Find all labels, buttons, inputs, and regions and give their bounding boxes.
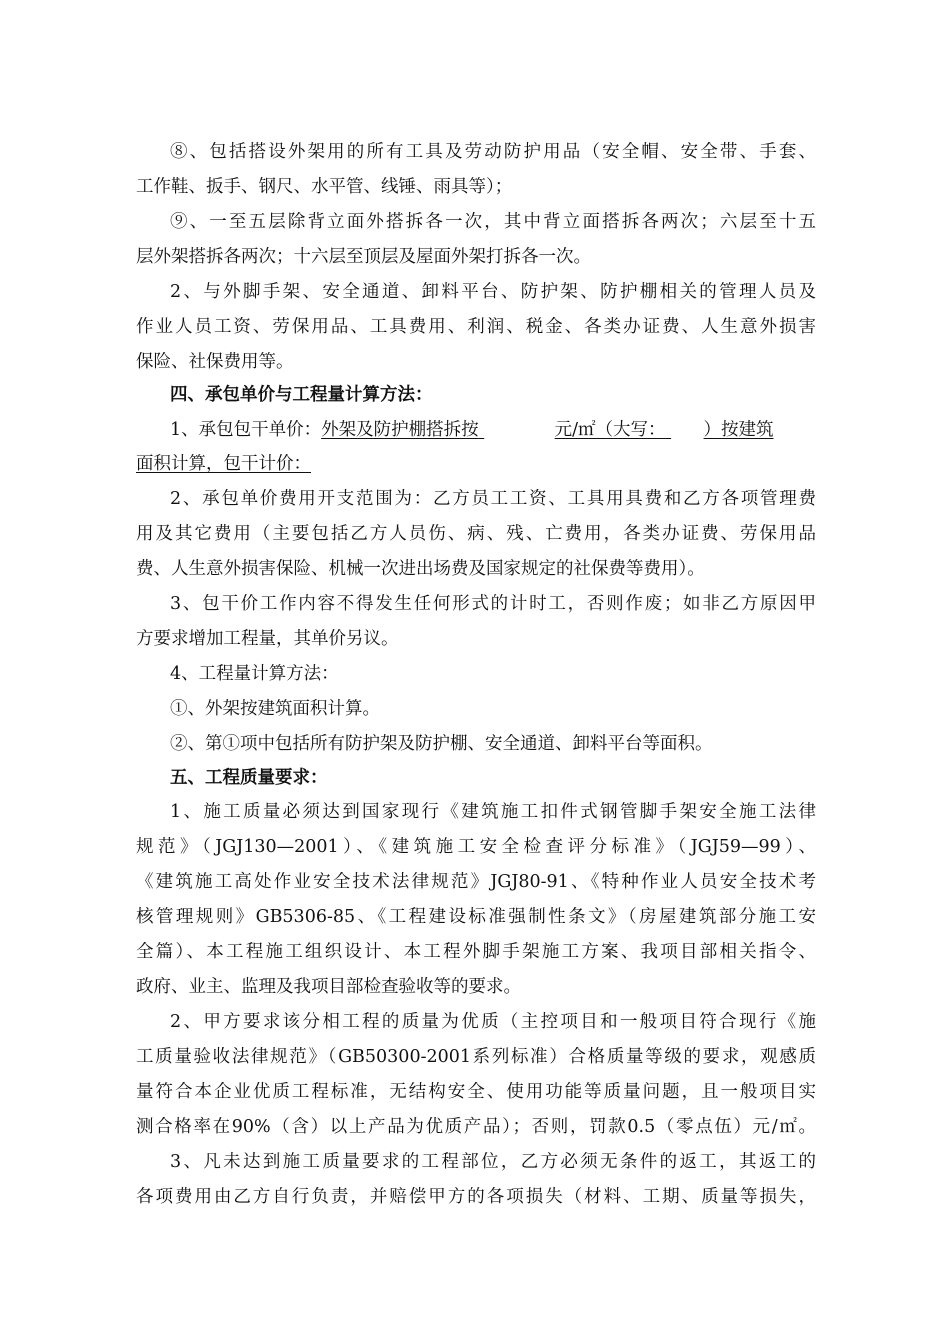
unit-price-blank bbox=[479, 418, 555, 442]
para-line: ⑨、一至五层除背立面外搭拆各一次，其中背立面搭拆各两次；六层至十五 bbox=[170, 212, 816, 232]
unit-price-line bbox=[170, 418, 816, 442]
section-heading: 四、承包单价与工程量计算方法： bbox=[170, 385, 433, 405]
para-line: 层外架搭拆各两次；十六层至顶层及屋面外架打拆各一次。 bbox=[136, 247, 591, 267]
unit-price-prefix: 1、承包包干单价： bbox=[170, 420, 322, 440]
para-line: 用及其它费用（主要包括乙方人员伤、病、残、亡费用，各类办证费、劳保用品 bbox=[136, 524, 816, 544]
para-line: 作业人员工资、劳保用品、工具费用、利润、税金、各类办证费、人生意外损害 bbox=[136, 317, 816, 337]
para-line: 2、与外脚手架、安全通道、卸料平台、防护架、防护棚相关的管理人员及 bbox=[170, 282, 816, 302]
para-line: ⑧、包括搭设外架用的所有工具及劳动防护用品（安全帽、安全带、手套、 bbox=[170, 142, 816, 162]
unit-price-text-1: 外架及防护棚搭拆按 bbox=[321, 420, 479, 440]
para-line: 测合格率在90%（含）以上产品为优质产品）；否则，罚款0.5（零点伍）元/㎡。 bbox=[136, 1117, 816, 1137]
para-line: ②、第①项中包括所有防护架及防护棚、安全通道、卸料平台等面积。 bbox=[170, 734, 713, 754]
para-line: 1、施工质量必须达到国家现行《建筑施工扣件式钢管脚手架安全施工法律 bbox=[170, 802, 816, 822]
para-line: 工质量验收法律规范》（GB50300-2001系列标准）合格质量等级的要求，观感质 bbox=[136, 1047, 816, 1067]
para-line: 全篇）、本工程施工组织设计、本工程外脚手架施工方案、我项目部相关指令、 bbox=[136, 942, 816, 962]
para-line: 3、包干价工作内容不得发生任何形式的计时工，否则作废；如非乙方原因甲 bbox=[170, 594, 816, 614]
para-line: 费、人生意外损害保险、机械一次进出场费及国家规定的社保费等费用）。 bbox=[136, 559, 705, 579]
para-line: 核管理规则》GB5306-85、《工程建设标准强制性条文》（房屋建筑部分施工安 bbox=[136, 907, 816, 927]
para-line: 量符合本企业优质工程标准，无结构安全、使用功能等质量问题，且一般项目实 bbox=[136, 1082, 816, 1102]
para-line: 2、甲方要求该分相工程的质量为优质（主控项目和一般项目符合现行《施 bbox=[170, 1012, 816, 1032]
para-line: 2、承包单价费用开支范围为：乙方员工工资、工具用具费和乙方各项管理费 bbox=[170, 489, 816, 509]
para-line: 方要求增加工程量，其单价另议。 bbox=[136, 629, 399, 649]
para-line: 规范》（JGJ130—2001）、《建筑施工安全检查评分标准》（JGJ59—99）、 bbox=[136, 837, 816, 857]
para-line: ①、外架按建筑面积计算。 bbox=[170, 699, 380, 719]
para-line: 政府、业主、监理及我项目部检查验收等的要求。 bbox=[136, 977, 521, 997]
section-heading: 五、工程质量要求： bbox=[170, 768, 328, 788]
unit-price-text-2: 元/㎡（大写： bbox=[554, 420, 666, 440]
para-line: 各项费用由乙方自行负责，并赔偿甲方的各项损失（材料、工期、质量等损失， bbox=[136, 1187, 816, 1207]
para-line: 3、凡未达到施工质量要求的工程部位，乙方必须无条件的返工，其返工的 bbox=[170, 1152, 816, 1172]
unit-price-capital-blank bbox=[666, 418, 704, 442]
para-line: 4、工程量计算方法： bbox=[170, 664, 339, 684]
unit-price-text-3: ）按建筑 bbox=[703, 420, 774, 440]
unit-price-continued: 面积计算，包干计价： bbox=[136, 454, 311, 474]
para-line: 保险、社保费用等。 bbox=[136, 352, 294, 372]
para-line bbox=[136, 452, 816, 476]
para-line: 工作鞋、扳手、钢尺、水平管、线锤、雨具等）； bbox=[136, 177, 513, 197]
para-line: 《建筑施工高处作业安全技术法律规范》JGJ80-91、《特种作业人员安全技术考 bbox=[136, 872, 816, 892]
